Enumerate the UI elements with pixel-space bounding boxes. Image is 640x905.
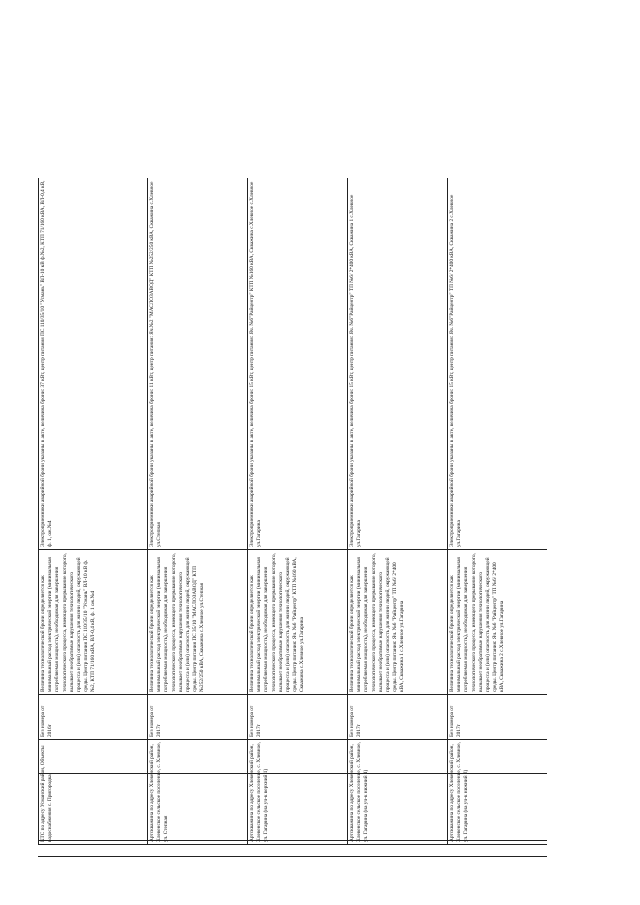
divider-line	[38, 840, 547, 841]
rotated-table-frame	[38, 178, 547, 845]
divider-line	[38, 773, 547, 774]
table-row	[348, 178, 448, 845]
date-cell: Без номера от 2017г	[348, 695, 448, 740]
notes-cell: Электроприемники аварийной брони указаны в акте, величина брони: 37 кВт, центр питания ПС 110/35/10 "Усмань" ВЛ-10 кВ ф.№2, КТП 71/160 кВА, ВЛ-0,4 кВ, ф. 1, ож.№4	[39, 178, 148, 550]
description-cell: Величина технологической брони определяется как минимальный расход электрической энергии (минимальная потребляемая мощность), необходимая для завершения технологического процесса, имеющего прерывание которого, вызывает необратимые нарушения технологического процесса и (или) опасность для жизни людей, окружающей среды. Центр питания ПС 110/35/10 "Усмань" ВЛ-10 кВ ф.№2, КТП 71/160 кВА, ВЛ-0,4 кВ, ф. 1 ож.№4	[39, 550, 148, 695]
date-cell: Без номера от 2017г	[248, 695, 348, 740]
notes-cell: Электроприемники аварийной брони указаны в акте, величина брони: 11 кВт, центр питания: Яч.№2 "МАСЛОЗАВОД" КТП №252/250 кВА, Скважина с.Хлевное ул.Степная	[148, 178, 248, 550]
description-cell: Величина технологической брони определяется как минимальный расход электрической энергии (минимальная потребляемая мощность), необходимая для завершения технологического процесса, имеющего прерывание которого, вызывает необратимые нарушения технологического процесса и (или) опасность для жизни людей, окружающей среды. Центр питания ПС 35/10 "МАСЛОЗАВОД" КТП №252/250 кВА, Скважина с.Хлевное ул.Степная	[148, 550, 248, 695]
date-cell: Без номера от 2017г	[148, 695, 248, 740]
object-cell: Артскважина по адресу Хлевенский район, Хлевенское сельское поселение, с. Хлевное, ул. Степная	[148, 740, 248, 845]
table-row	[148, 178, 248, 845]
table-row	[248, 178, 348, 845]
date-cell: Без номера от 2017г	[448, 695, 548, 740]
description-cell: Величина технологической брони определяется как минимальный расход электрической энергии (минимальная потребляемая мощность), необходимая для завершения технологического процесса, имеющего прерывание которого, вызывает необратимые нарушения технологического процесса и (или) опасность для жизни людей, окружающей среды. Центр питания: Яч. №6 "Райцентр" ТП №6/ 2*400 кВА, Скважина 1 с.Хлевное ул.Гагарина	[348, 550, 448, 695]
notes-cell: Электроприемники аварийной брони указаны в акте, величина брони: 15 кВт, центр питания: Яч. №6"Райцентр" ТП №6/ 2*400 кВА, Скважина 2 с.Хлевное ул.Гагарина	[448, 178, 548, 550]
emergency-reserve-table	[38, 178, 547, 845]
rotated-table	[38, 178, 547, 845]
table-row	[448, 178, 548, 845]
notes-cell: Электроприемники аварийной брони указаны в акте, величина брони: 15 кВт, центр питания: Яч. №6"Райцентр" КТП №160 кВА, Скважина с.Хлевное с.Хлевное ул.Гагарина	[248, 178, 348, 550]
object-cell: Артскважина по адресу Хлевенский район, Хлевенское сельское поселение, с. Хлевное, ул. Гагарина (на уч-к нижний 2)	[448, 740, 548, 845]
date-cell: Без номера от 2016г	[39, 695, 148, 740]
object-cell: Артскважина по адресу Хлевенский район, Хлевенское сельское поселение, с. Хлевное, ул. Гагарина (на уч-к нижний 1)	[348, 740, 448, 845]
divider-line	[38, 856, 547, 857]
table-row	[39, 178, 148, 845]
object-cell: КТС по адресу Усманский район, Объекты водоснабжения с. Пригородка,	[39, 740, 148, 845]
description-cell: Величина технологической брони определяется как минимальный расход электрической энергии (минимальная потребляемая мощность), необходимая для завершения технологического процесса, имеющего прерывание которого, вызывает необратимые нарушения технологического процесса и (или) опасность для жизни людей, окружающей среды. Центр питания: Яч. №6 "Райцентр" КТП №160 кВА, Скважина с.Хлевное ул.Гагарина	[248, 550, 348, 695]
notes-cell: Электроприемники аварийной брони указаны в акте, величина брони: 15 кВт, центр питания: Яч. №6"Райцентр" ТП №6/ 2*400 кВА, Скважина 1 с.Хлевное ул.Гагарина	[348, 178, 448, 550]
object-cell: Артскважина по адресу Хлевенский район, Хлевенское сельское поселение, с. Хлевное, ул. Гагарина (на уч-к верхний 1)	[248, 740, 348, 845]
description-cell: Величина технологической брони определяется как минимальный расход электрической энергии (минимальная потребляемая мощность), необходимая для завершения технологического процесса, имеющего прерывание которого, вызывает необратимые нарушения технологического процесса и (или) опасность для жизни людей, окружающей среды. Центр питания: Яч. №6 "Райцентр" ТП №6/ 2*400 кВА, Скважина 2 с.Хлевное ул.Гагарина	[448, 550, 548, 695]
